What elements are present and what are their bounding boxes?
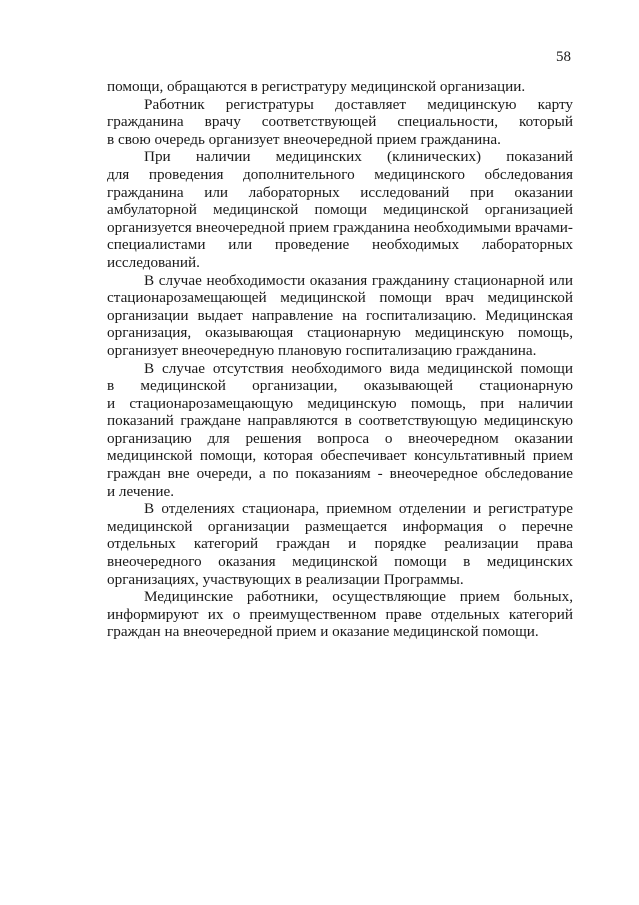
page-number: 58 <box>556 49 571 65</box>
text-line: специалистами или проведение необходимых лабораторных <box>107 236 573 254</box>
text-line: показаний граждане направляются в соответствующую медицинскую <box>107 412 573 430</box>
paragraph <box>107 78 573 96</box>
text-line: Работник регистратуры доставляет медицинскую карту <box>144 95 573 113</box>
text-line: внеочередного оказания медицинской помощи в медицинских <box>107 553 573 571</box>
text-line: граждан вне очереди, а по показаниям - внеочередное обследование <box>107 465 573 483</box>
text-line: отдельных категорий граждан и порядке реализации права <box>107 535 573 553</box>
text-line: стационарозамещающей медицинской помощи врач медицинской <box>107 289 573 307</box>
paragraph <box>107 360 573 501</box>
document-body <box>107 78 573 641</box>
text-line: организации выдает направление на госпитализацию. Медицинская <box>107 306 573 324</box>
text-line: Медицинские работники, осуществляющие прием больных, <box>144 588 573 606</box>
text-line: При наличии медицинских (клинических) показаний <box>144 148 573 166</box>
text-line: организация, оказывающая стационарную медицинскую помощь, <box>107 324 573 342</box>
text-line: помощи, обращаются в регистратуру медицинской организации. <box>107 78 526 95</box>
text-line: граждан на внеочередной прием и оказание медицинской помощи. <box>107 623 539 641</box>
text-line: организациях, участвующих в реализации Программы. <box>107 570 464 588</box>
text-line: гражданина врачу соответствующей специальности, который <box>107 113 573 131</box>
paragraph <box>107 96 573 149</box>
text-line: В отделениях стационара, приемном отделении и регистратуре <box>144 500 573 518</box>
paragraph <box>107 148 573 271</box>
text-line: В случае отсутствия необходимого вида медицинской помощи <box>144 359 573 377</box>
text-line: амбулаторной медицинской помощи медицинской организацией <box>107 201 573 219</box>
text-line: организацию для решения вопроса о внеочередном оказании <box>107 429 573 447</box>
text-line: для проведения дополнительного медицинского обследования <box>107 165 573 183</box>
text-line: информируют их о преимущественном праве отдельных категорий <box>107 605 573 623</box>
text-line: и стационарозамещающую медицинскую помощь, при наличии <box>107 394 573 412</box>
text-line: В случае необходимости оказания гражданину стационарной или <box>144 271 573 289</box>
paragraph <box>107 500 573 588</box>
text-line: организуется внеочередной прием гражданина необходимыми врачами- <box>107 218 573 236</box>
text-line: исследований. <box>107 253 200 271</box>
paragraph <box>107 272 573 360</box>
text-line: в медицинской организации, оказывающей стационарную <box>107 377 573 395</box>
text-line: медицинской организации размещается информация о перечне <box>107 517 573 535</box>
text-line: и лечение. <box>107 482 175 500</box>
text-line: в свою очередь организует внеочередной прием гражданина. <box>107 130 501 148</box>
paragraph <box>107 588 573 641</box>
text-line: гражданина или лабораторных исследований при оказании <box>107 183 573 201</box>
text-line: организует внеочередную плановую госпитализацию гражданина. <box>107 341 537 359</box>
text-line: медицинской помощи, которая обеспечивает консультативный прием <box>107 447 573 465</box>
